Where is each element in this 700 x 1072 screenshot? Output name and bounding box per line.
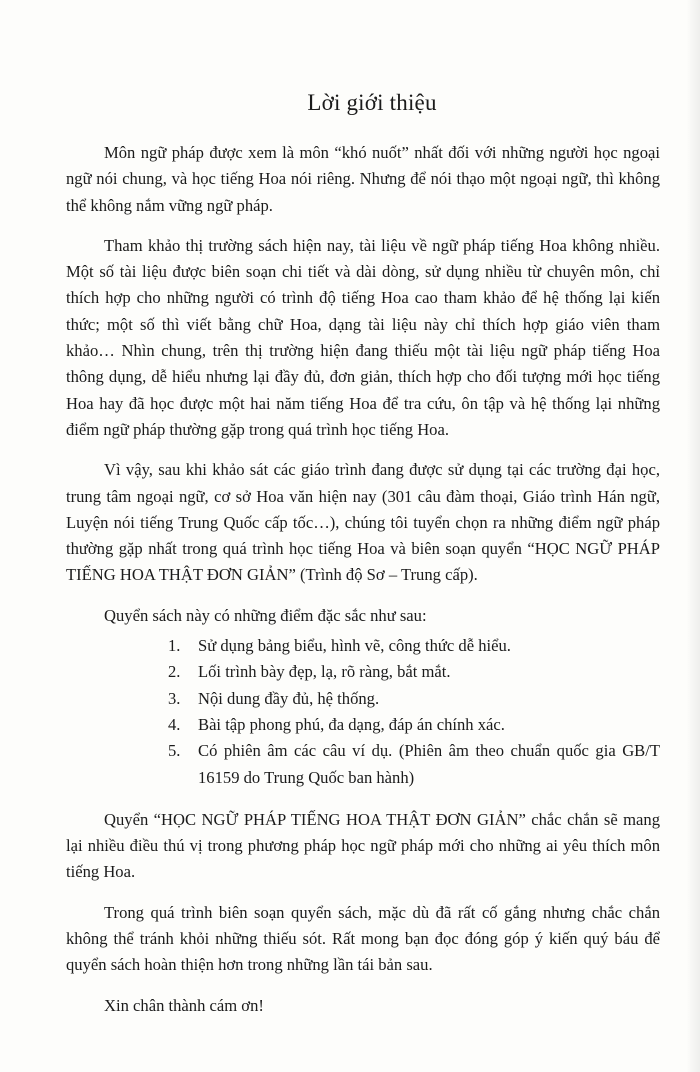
- sign-off: Xin chân thành cám ơn!: [104, 995, 264, 1015]
- list-item: [66, 686, 660, 712]
- list-item-text: Lối trình bày đẹp, lạ, rõ ràng, bắt mắt.: [198, 662, 451, 682]
- paragraph: Vì vậy, sau khi khảo sát các giáo trình đang được sử dụng tại các trường đại học, trung tâm ngoại ngữ, cơ sở Hoa văn hiện nay (301 câu đàm thoại, Giáo trình Hán ngữ, Luyện nói tiếng Trung Quốc cấp tốc…), chúng tôi tuyển chọn ra những điểm ngữ pháp thường gặp nhất trong quá trình học tiếng Hoa và biên soạn quyển “HỌC NGỮ PHÁP TIẾNG HOA THẬT ĐƠN GIẢN” (Trình độ Sơ – Trung cấp).: [66, 460, 660, 585]
- list-item-text: Có phiên âm các câu ví dụ. (Phiên âm theo chuẩn quốc gia GB/T 16159 do Trung Quốc ban hành): [198, 741, 660, 787]
- paragraph: Môn ngữ pháp được xem là môn “khó nuốt” nhất đối với những người học ngoại ngữ nói chung, và học tiếng Hoa nói riêng. Nhưng để nói thạo một ngoại ngữ, thì không thể không nắm vững ngữ pháp.: [66, 143, 660, 215]
- list-item: [66, 633, 660, 659]
- list-item-number: 5.: [168, 741, 181, 761]
- feature-list: [66, 633, 660, 791]
- document-body: [66, 140, 660, 1033]
- list-intro: Quyển sách này có những điểm đặc sắc như sau:: [104, 605, 427, 625]
- paragraph: Tham khảo thị trường sách hiện nay, tài liệu về ngữ pháp tiếng Hoa không nhiều. Một số tài liệu được biên soạn chi tiết và dài dòng, sử dụng nhiều từ chuyên môn, chỉ thích hợp cho những người có trình độ tiếng Hoa cao tham khảo để hệ thống lại kiến thức; một số thì viết bằng chữ Hoa, dạng tài liệu này chỉ thích hợp giáo viên tham khảo… Nhìn chung, trên thị trường hiện đang thiếu một tài liệu ngữ pháp tiếng Hoa thông dụng, dễ hiểu nhưng lại đầy đủ, đơn giản, thích hợp cho đối tượng mới học tiếng Hoa hay đã học được một hai năm tiếng Hoa để tra cứu, ôn tập và hệ thống lại những điểm ngữ pháp thường gặp trong quá trình học tiếng Hoa.: [66, 235, 660, 439]
- list-item-number: 1.: [168, 636, 181, 656]
- paragraph: Quyển “HỌC NGỮ PHÁP TIẾNG HOA THẬT ĐƠN GIẢN” chắc chắn sẽ mang lại nhiều điều thú vị trong phương pháp học ngữ pháp mới cho những ai yêu thích môn tiếng Hoa.: [66, 809, 660, 882]
- page-title: Lời giới thiệu: [307, 90, 437, 115]
- list-item-number: 4.: [168, 714, 181, 734]
- list-item: [66, 738, 660, 791]
- list-item-text: Sử dụng bảng biểu, hình vẽ, công thức dễ hiểu.: [198, 636, 511, 656]
- list-item-text: Bài tập phong phú, đa dạng, đáp án chính xác.: [198, 714, 505, 734]
- page-edge-shadow: [686, 0, 700, 1072]
- list-item-number: 2.: [168, 662, 181, 682]
- list-item-text: Nội dung đầy đủ, hệ thống.: [198, 688, 380, 708]
- list-item: [66, 659, 660, 685]
- paragraph: Trong quá trình biên soạn quyển sách, mặc dù đã rất cố gắng nhưng chắc chắn không thể tránh khỏi những thiếu sót. Rất mong bạn đọc đóng góp ý kiến quý báu để quyển sách hoàn thiện hơn trong những lần tái bản sau.: [66, 902, 660, 975]
- list-item-number: 3.: [168, 688, 181, 708]
- list-item: [66, 712, 660, 738]
